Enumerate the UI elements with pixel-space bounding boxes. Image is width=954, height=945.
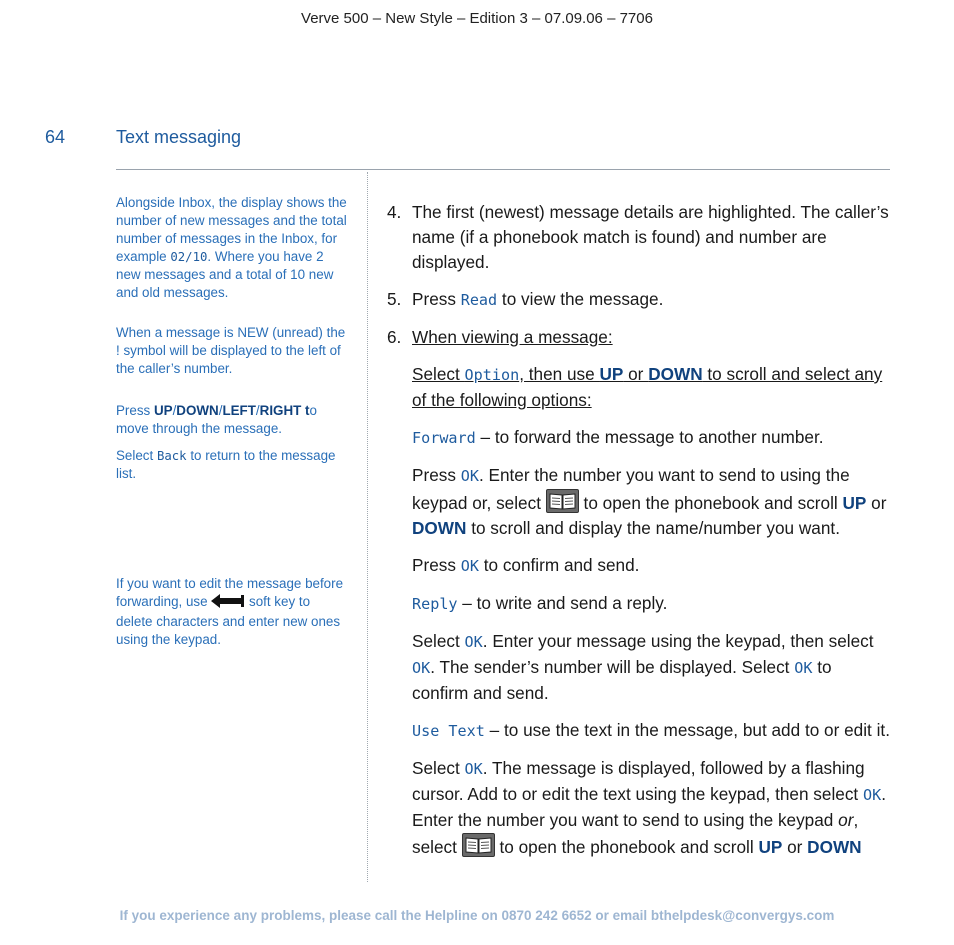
phonebook-icon: [546, 489, 579, 513]
menu-forward: Forward: [412, 429, 476, 447]
main-instructions: [387, 200, 890, 872]
section-title: Text messaging: [116, 127, 242, 147]
step-6: 6. When viewing a message:: [387, 327, 613, 347]
forward-para: Forward – to forward the message to another number.: [412, 427, 824, 447]
use-text-detail-para: Select OK. The message is displayed, followed by a flashing cursor. Add to or edit the text using the keypad, then select OK. Enter the number you want to send to using the keypad or, select to open the phonebook and scroll UP or DOWN: [412, 758, 886, 857]
edition-header: Verve 500 – New Style – Edition 3 – 07.09.06 – 7706: [301, 10, 653, 27]
step-5: 5. Press Read to view the message.: [387, 289, 664, 309]
menu-option: Option: [464, 366, 520, 384]
menu-use-text: Use Text: [412, 722, 485, 740]
confirm-para: Press OK to confirm and send.: [412, 555, 640, 575]
note-back: Select Back to return to the message list.: [116, 448, 336, 481]
lcd-code: Back: [156, 449, 187, 463]
note-inbox-count: Alongside Inbox, the display shows the number of new messages and the total number of messages in the Inbox, for example 02/10. Where you have 2 new messages and a total of 10 new and old messages.: [116, 195, 347, 300]
page-number: 64: [45, 127, 66, 147]
reply-para: Reply – to write and send a reply.: [412, 593, 668, 613]
phonebook-icon: [462, 833, 495, 857]
note-new-message: When a message is NEW (unread) the ! symbol will be displayed to the left of the caller’s number.: [116, 325, 346, 376]
menu-read: Read: [460, 291, 498, 309]
note-edit-forward: If you want to edit the message before forwarding, use soft key to delete characters and enter new ones using the keypad.: [116, 576, 344, 647]
header-rule: [116, 169, 890, 170]
lcd-code: 02/10: [170, 250, 208, 264]
helpline-footer: If you experience any problems, please call the Helpline on 0870 242 6652 or email bthelpdesk@convergys.com: [119, 908, 835, 923]
column-divider: [367, 172, 368, 882]
note-navigate: Press UP/DOWN/LEFT/RIGHT to move through the message.: [116, 403, 317, 436]
use-text-para: Use Text – to use the text in the message, but add to or edit it.: [412, 720, 890, 740]
menu-reply: Reply: [412, 595, 458, 613]
select-option-para: Select Option, then use UP or DOWN to scroll and select any of the following options:: [412, 364, 883, 410]
back-arrow-icon: [211, 594, 245, 613]
step-4: 4. The first (newest) message details are highlighted. The caller’s name (if a phonebook match is found) and number are displayed.: [387, 202, 889, 272]
reply-detail-para: Select OK. Enter your message using the keypad, then select OK. The sender’s number will be displayed. Select OK to confirm and send.: [412, 631, 874, 703]
forward-detail-para: Press OK. Enter the number you want to send to using the keypad or, select to open the phonebook and scroll UP or DOWN to scroll and display the name/number you want.: [412, 465, 887, 538]
